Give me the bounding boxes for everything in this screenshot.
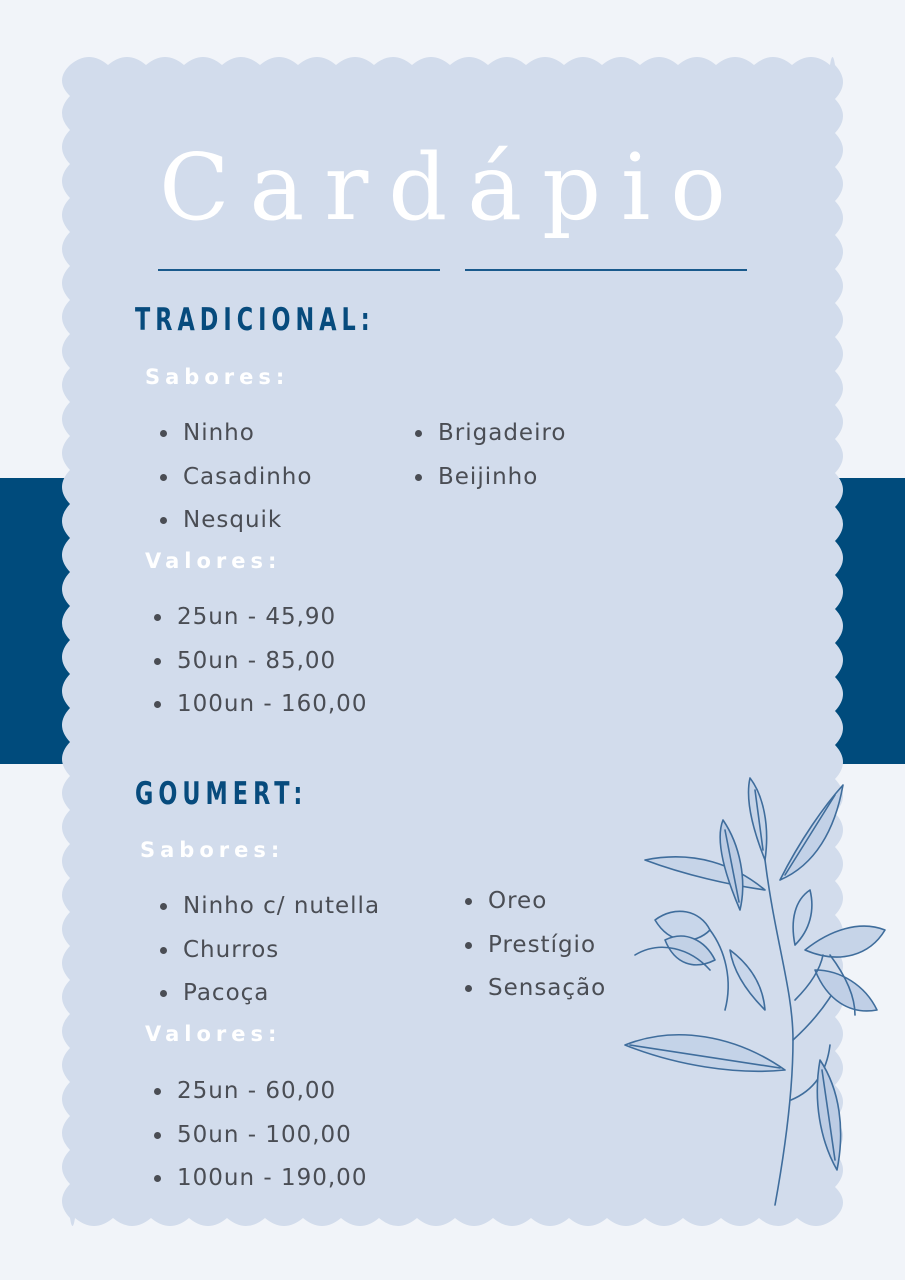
section-heading-tradicional: TRADICIONAL: [135, 302, 375, 338]
list-item: 100un - 190,00 [152, 1164, 367, 1208]
sabores-list-gourmet-col1 [158, 892, 380, 1023]
list-item: Sensação [463, 974, 606, 1018]
list-item: Brigadeiro [413, 419, 566, 463]
sabores-label-gourmet: Sabores: [140, 838, 285, 862]
valores-label-gourmet: Valores: [145, 1022, 282, 1046]
sabores-list-tradicional-col1 [158, 419, 312, 550]
title-divider-right [465, 269, 747, 271]
list-item: Ninho c/ nutella [158, 892, 380, 936]
list-item: Oreo [463, 887, 606, 931]
page-title: Cardápio [159, 134, 746, 241]
sabores-label-tradicional: Sabores: [145, 365, 290, 389]
list-item: 50un - 85,00 [152, 647, 367, 691]
list-item: Nesquik [158, 506, 312, 550]
list-item: Casadinho [158, 463, 312, 507]
list-item: Pacoça [158, 979, 380, 1023]
list-item: Ninho [158, 419, 312, 463]
list-item: Prestígio [463, 931, 606, 975]
list-item: 25un - 60,00 [152, 1077, 367, 1121]
sabores-list-tradicional-col2 [413, 419, 566, 506]
list-item: 100un - 160,00 [152, 690, 367, 734]
list-item: Churros [158, 936, 380, 980]
sabores-list-gourmet-col2 [463, 887, 606, 1018]
title-divider-left [158, 269, 440, 271]
valores-list-gourmet [152, 1077, 367, 1208]
section-heading-gourmet: GOUMERT: [135, 776, 308, 812]
list-item: 50un - 100,00 [152, 1121, 367, 1165]
lily-flower-icon [615, 770, 895, 1210]
valores-list-tradicional [152, 603, 367, 734]
list-item: 25un - 45,90 [152, 603, 367, 647]
valores-label-tradicional: Valores: [145, 549, 282, 573]
list-item: Beijinho [413, 463, 566, 507]
